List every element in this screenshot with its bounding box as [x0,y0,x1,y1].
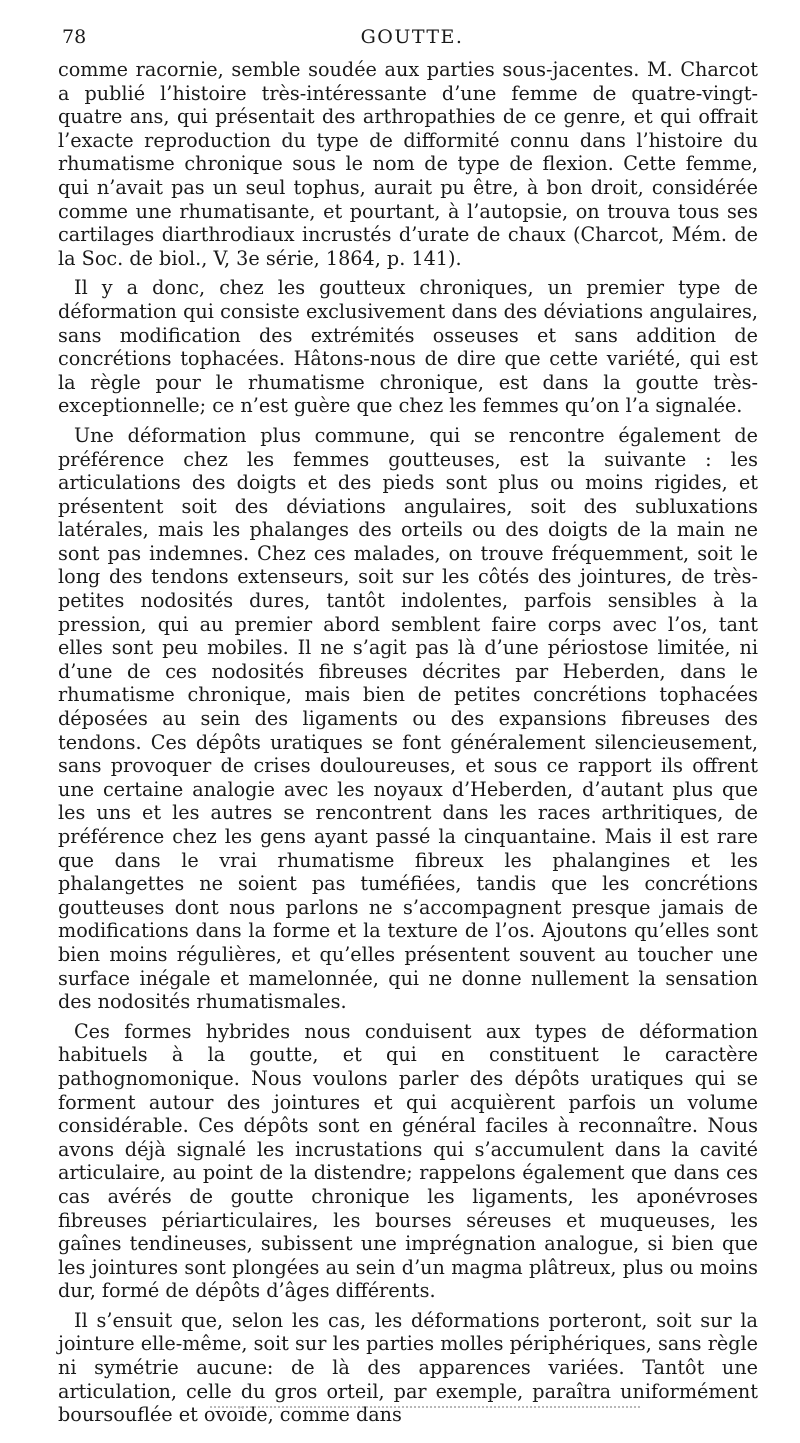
paragraph-5: Il s’ensuit que, selon les cas, les déformations porteront, soit sur la jointure elle-même, soit sur les parties molles périphériques, sans règle ni symétrie aucune: de là des apparences variées. Tantôt une articulation, celle du gros orteil, par exemple, paraîtra uniformément boursouflée et ovoïde, comme dans [58,1308,758,1427]
paragraph-2: Il y a donc, chez les goutteux chroniques, un premier type de déformation qui consiste exclusivement dans des déviations angulaires, sans modification des extrémités osseuses et sans addition de concrétions tophacées. Hâtons-nous de dire que cette variété, qui est la règle pour le rhumatisme chronique, est dans la goutte très-exceptionnelle; ce n’est guère que chez les femmes qu’on l’a signalée. [58,276,758,418]
footer-scan-artifact [210,1406,640,1408]
paragraph-3: Une déformation plus commune, qui se rencontre également de préférence chez les femmes goutteuses, est la suivante : les articulations des doigts et des pieds sont plus ou moins rigides, et présentent soit des déviations angulaires, soit des subluxations latérales, mais les phalanges des orteils ou des doigts de la main ne sont pas indemnes. Chez ces malades, on trouve fréquemment, soit le long des tendons extenseurs, soit sur les côtés des jointures, de très-petites nodosités dures, tantôt indolentes, parfois sensibles à la pression, qui au premier abord semblent faire corps avec l’os, tant elles sont peu mobiles. Il ne s’agit pas là d’une périostose limitée, ni d’une de ces nodosités fibreuses décrites par Heberden, dans le rhumatisme chronique, mais bien de petites concrétions tophacées déposées au sein des ligaments ou des expansions fibreuses des tendons. Ces dépôts uratiques se font généralement silencieusement, sans provoquer de crises douloureuses, et sous ce rapport ils offrent une certaine analogie avec les noyaux d’Heberden, d’autant plus que les uns et les autres se rencontrent dans les races arthritiques, de préférence chez les gens ayant passé la cinquantaine. Mais il est rare que dans le vrai rhumatisme fibreux les phalangines et les phalangettes ne soient pas tuméfiées, tandis que les concrétions goutteuses dont nous parlons ne s’accompagnent presque jamais de modifications dans la forme et la texture de l’os. Ajoutons qu’elles sont bien moins régulières, et qu’elles présentent souvent au toucher une surface inégale et mamelonnée, qui ne donne nullement la sensation des nodosités rhumatismales. [58,423,758,1014]
paragraph-1: comme racornie, semble soudée aux parties sous-jacentes. M. Charcot a publié l’histoire très-intéressante d’une femme de quatre-vingt-quatre ans, qui présentait des arthropathies de ce genre, et qui offrait l’exacte reproduction du type de difformité connu dans l’histoire du rhumatisme chronique sous le nom de type de flexion. Cette femme, qui n’avait pas un seul tophus, aurait pu être, à bon droit, considérée comme une rhumatisante, et pourtant, à l’autopsie, on trouva tous ses cartilages diarthrodiaux incrustés d’urate de chaux (Charcot, Mém. de la Soc. de biol., V, 3e série, 1864, p. 141). [58,58,758,270]
page-header [62,26,762,52]
running-title: GOUTTE. [360,26,464,48]
paragraph-4: Ces formes hybrides nous conduisent aux types de déformation habituels à la goutte, et qui en constituent le caractère pathognomonique. Nous voulons parler des dépôts uratiques qui se forment autour des jointures et qui acquièrent parfois un volume considérable. Ces dépôts sont en général faciles à reconnaître. Nous avons déjà signalé les incrustations qui s’accumulent dans la cavité articulaire, au point de la distendre; rappelons également que dans ces cas avérés de goutte chronique les ligaments, les aponévroses fibreuses périarticulaires, les bourses séreuses et muqueuses, les gaînes tendineuses, subissent une imprégnation analogue, si bien que les jointures sont plongées au sein d’un magma plâtreux, plus ou moins dur, formé de dépôts d’âges différents. [58,1019,758,1303]
body-text [58,58,758,1433]
page-number: 78 [62,26,87,48]
